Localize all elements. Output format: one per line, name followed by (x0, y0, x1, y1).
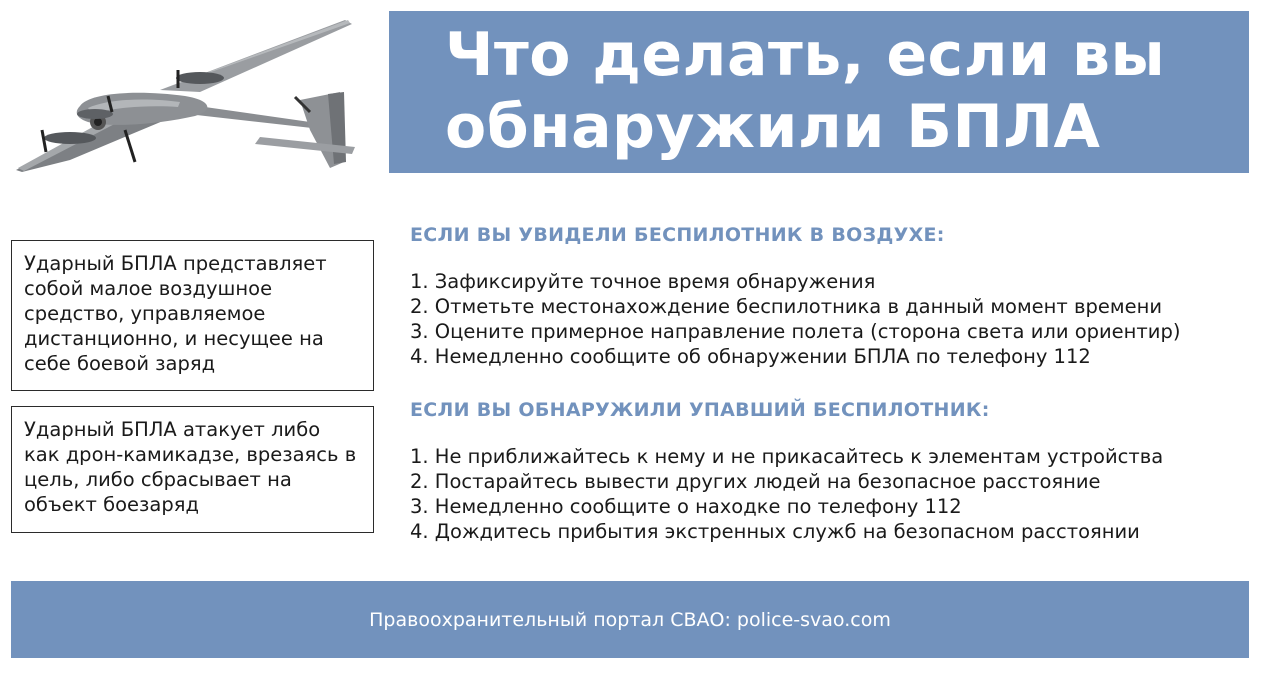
list-item: 1. Не приближайтесь к нему и не прикасайтесь к элементам устройства (410, 445, 1164, 468)
section-drone-in-air (410, 222, 1250, 369)
page-title-line-2: обнаружили БПЛА (445, 92, 1101, 162)
list-item: 2. Постарайтесь вывести других людей на безопасное расстояние (410, 470, 1101, 493)
list-item: 3. Оцените примерное направление полета (сторона света или ориентир) (410, 320, 1181, 343)
footer-banner (11, 581, 1249, 658)
list-item: 2. Отметьте местонахождение беспилотника в данный момент времени (410, 295, 1162, 318)
list-item: 3. Немедленно сообщите о находке по телефону 112 (410, 495, 962, 518)
instruction-list (410, 269, 1250, 369)
page-title-line-1: Что делать, если вы (445, 20, 1166, 90)
uav-drone-icon (10, 12, 355, 172)
section-heading: ЕСЛИ ВЫ ОБНАРУЖИЛИ УПАВШИЙ БЕСПИЛОТНИК: (410, 399, 990, 421)
title-banner (389, 11, 1249, 173)
footer-text: Правоохранительный портал СВАО: police-svao.com (369, 608, 891, 631)
list-item: 1. Зафиксируйте точное время обнаружения (410, 270, 876, 293)
instruction-list (410, 444, 1250, 544)
info-box-attack-method: Ударный БПЛА атакует либо как дрон-камикадзе, врезаясь в цель, либо сбрасывает на объект боезаряд (11, 406, 374, 533)
info-box-definition: Ударный БПЛА представляет собой малое воздушное средство, управляемое дистанционно, и несущее на себе боевой заряд (11, 240, 374, 391)
list-item: 4. Немедленно сообщите об обнаружении БПЛА по телефону 112 (410, 345, 1091, 368)
section-heading: ЕСЛИ ВЫ УВИДЕЛИ БЕСПИЛОТНИК В ВОЗДУХЕ: (410, 224, 945, 246)
section-fallen-drone (410, 397, 1250, 544)
list-item: 4. Дождитесь прибытия экстренных служб на безопасном расстоянии (410, 520, 1140, 543)
